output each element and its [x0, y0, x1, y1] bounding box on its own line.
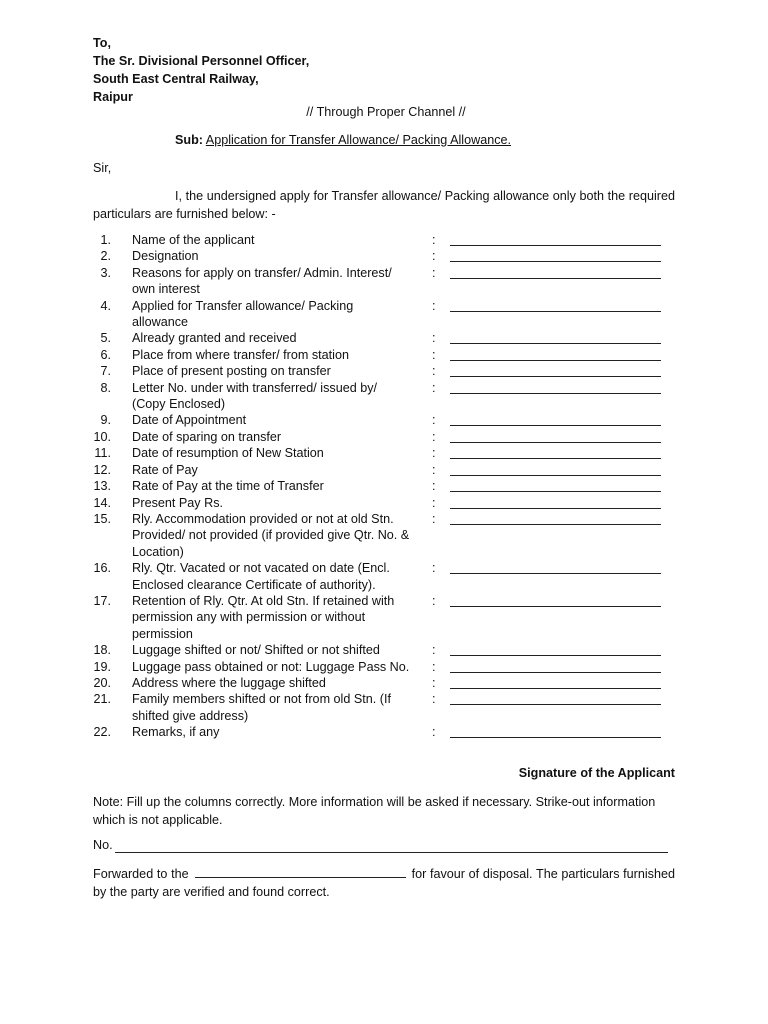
- item-colon: :: [432, 298, 436, 313]
- address-officer: The Sr. Divisional Personnel Officer,: [93, 54, 310, 68]
- item-label-wrap: [132, 298, 428, 331]
- item-blank-field[interactable]: [450, 248, 661, 262]
- item-colon: :: [432, 511, 436, 526]
- item-blank-field[interactable]: [450, 560, 661, 574]
- item-label-wrap: [132, 363, 428, 379]
- list-item: [93, 659, 675, 675]
- item-label: Already granted and received: [132, 331, 297, 346]
- item-blank-field[interactable]: [450, 724, 661, 738]
- item-colon: :: [432, 249, 436, 264]
- item-blank-field[interactable]: [450, 363, 661, 377]
- list-item: [93, 462, 675, 478]
- item-label: Rly. Qtr. Vacated or not vacated on date (Encl. Enclosed clearance Certificate of authority).: [132, 561, 390, 592]
- list-item: [93, 265, 675, 298]
- list-item: [93, 560, 675, 593]
- list-item: [93, 412, 675, 428]
- item-number: 8.: [100, 380, 111, 395]
- item-number: 7.: [100, 364, 111, 379]
- signature-label: Signature of the Applicant: [518, 766, 675, 780]
- list-item: [93, 511, 675, 560]
- item-label: Place of present posting on transfer: [132, 364, 331, 379]
- item-blank-field[interactable]: [450, 412, 661, 426]
- item-label-wrap: [132, 478, 428, 494]
- item-label-wrap: [132, 462, 428, 478]
- item-label: Applied for Transfer allowance/ Packing allowance: [132, 298, 354, 330]
- item-label-wrap: [132, 232, 428, 248]
- particulars-list: [93, 232, 675, 741]
- item-colon: :: [432, 331, 436, 346]
- item-colon: :: [432, 233, 436, 247]
- item-blank-field[interactable]: [450, 462, 661, 476]
- item-colon: :: [432, 675, 436, 690]
- forward-paragraph: [93, 865, 675, 901]
- number-label: No.: [93, 838, 113, 852]
- item-number: 4.: [100, 298, 111, 313]
- item-colon: :: [432, 413, 436, 428]
- item-number: 16.: [93, 561, 111, 576]
- forward-text-after: for favour of disposal. The particulars furnished by the party are verified and found correct.: [93, 867, 675, 899]
- item-label-wrap: [132, 347, 428, 363]
- item-label: Rate of Pay at the time of Transfer: [132, 479, 324, 494]
- item-number: 9.: [100, 413, 111, 428]
- item-blank-field[interactable]: [450, 298, 661, 312]
- item-number: 1.: [100, 233, 111, 247]
- item-blank-field[interactable]: [450, 445, 661, 459]
- item-blank-field[interactable]: [450, 478, 661, 492]
- forward-text-before: Forwarded to the: [93, 867, 189, 881]
- item-label: Luggage pass obtained or not: Luggage Pass No.: [132, 659, 410, 674]
- item-label: Date of resumption of New Station: [132, 446, 324, 461]
- list-item: [93, 347, 675, 363]
- item-blank-field[interactable]: [450, 495, 661, 509]
- item-number: 10.: [93, 429, 111, 444]
- address-city: Raipur: [93, 90, 133, 104]
- item-label-wrap: [132, 445, 428, 461]
- item-blank-field[interactable]: [450, 675, 661, 689]
- item-label: Date of Appointment: [132, 413, 247, 428]
- item-colon: :: [432, 692, 436, 707]
- item-blank-field[interactable]: [450, 330, 661, 344]
- item-colon: :: [432, 364, 436, 379]
- item-number: 19.: [93, 659, 111, 674]
- list-item: [93, 330, 675, 346]
- item-number: 14.: [93, 495, 111, 510]
- number-line: [93, 837, 668, 853]
- item-label-wrap: [132, 265, 428, 298]
- list-item: [93, 429, 675, 445]
- item-colon: :: [432, 380, 436, 395]
- item-label-wrap: [132, 675, 428, 691]
- item-number: 18.: [93, 643, 111, 658]
- subject-line: [175, 132, 511, 148]
- item-number: 13.: [93, 479, 111, 494]
- item-number: 15.: [93, 511, 111, 526]
- list-item: [93, 478, 675, 494]
- item-label-wrap: [132, 724, 428, 740]
- item-number: 12.: [93, 462, 111, 477]
- list-item: [93, 380, 675, 413]
- item-number: 2.: [100, 249, 111, 264]
- item-colon: :: [432, 561, 436, 576]
- item-blank-field[interactable]: [450, 347, 661, 361]
- item-number: 22.: [93, 725, 111, 740]
- item-colon: :: [432, 347, 436, 362]
- item-number: 21.: [93, 692, 111, 707]
- through-channel: // Through Proper Channel //: [306, 105, 466, 119]
- item-label: Rate of Pay: [132, 462, 198, 477]
- item-number: 5.: [100, 331, 111, 346]
- item-blank-field[interactable]: [450, 380, 661, 394]
- item-label: Reasons for apply on transfer/ Admin. Interest/ own interest: [132, 265, 392, 297]
- list-item: [93, 642, 675, 658]
- item-label-wrap: [132, 429, 428, 445]
- item-label-wrap: [132, 380, 428, 413]
- item-label-wrap: [132, 560, 428, 593]
- item-colon: :: [432, 659, 436, 674]
- item-label-wrap: [132, 495, 428, 511]
- item-label: Letter No. under with transferred/ issued by/ (Copy Enclosed): [132, 380, 378, 412]
- item-label: Remarks, if any: [132, 725, 220, 740]
- item-colon: :: [432, 462, 436, 477]
- item-colon: :: [432, 429, 436, 444]
- item-colon: :: [432, 446, 436, 461]
- item-label-wrap: [132, 511, 428, 560]
- item-colon: :: [432, 643, 436, 658]
- note-paragraph: Note: Fill up the columns correctly. More information will be asked if necessary. Strike-out information which is not applicable.: [93, 795, 656, 827]
- item-colon: :: [432, 265, 436, 280]
- subject-text: Application for Transfer Allowance/ Packing Allowance.: [205, 133, 512, 147]
- list-item: [93, 445, 675, 461]
- address-railway: South East Central Railway,: [93, 72, 259, 86]
- item-colon: :: [432, 495, 436, 510]
- item-label: Family members shifted or not from old Stn. (If shifted give address): [132, 692, 391, 723]
- item-colon: :: [432, 725, 436, 740]
- item-blank-field[interactable]: [450, 691, 661, 705]
- item-label: Designation: [132, 249, 199, 264]
- item-blank-field[interactable]: [450, 659, 661, 673]
- list-item: [93, 232, 675, 248]
- item-blank-field[interactable]: [450, 265, 661, 279]
- list-item: [93, 724, 675, 740]
- item-blank-field[interactable]: [450, 429, 661, 443]
- item-number: 17.: [93, 593, 111, 608]
- item-label: Retention of Rly. Qtr. At old Stn. If retained with permission any with permission or without permission: [132, 593, 395, 641]
- item-label: Luggage shifted or not/ Shifted or not shifted: [132, 643, 380, 658]
- subject-label: Sub:: [175, 133, 203, 147]
- item-label-wrap: [132, 412, 428, 428]
- list-item: [93, 593, 675, 642]
- item-label-wrap: [132, 691, 428, 724]
- item-blank-field[interactable]: [450, 593, 661, 607]
- address-to: To,: [93, 36, 111, 50]
- forward-blank[interactable]: [195, 865, 406, 878]
- item-label-wrap: [132, 593, 428, 642]
- addressee-block: [93, 34, 309, 106]
- item-label: Place from where transfer/ from station: [132, 347, 349, 362]
- item-label-wrap: [132, 330, 428, 346]
- list-item: [93, 363, 675, 379]
- item-label-wrap: [132, 248, 428, 264]
- item-blank-field[interactable]: [450, 511, 661, 525]
- item-number: 3.: [100, 265, 111, 280]
- item-number: 20.: [93, 675, 111, 690]
- item-label: Name of the applicant: [132, 233, 255, 247]
- item-label: Present Pay Rs.: [132, 495, 223, 510]
- list-item: [93, 675, 675, 691]
- list-item: [93, 495, 675, 511]
- salutation: Sir,: [93, 161, 112, 175]
- item-colon: :: [432, 479, 436, 494]
- item-number: 6.: [100, 347, 111, 362]
- item-label: Address where the luggage shifted: [132, 675, 326, 690]
- item-colon: :: [432, 593, 436, 608]
- list-item: [93, 248, 675, 264]
- item-blank-field[interactable]: [450, 642, 661, 656]
- item-label: Date of sparing on transfer: [132, 429, 282, 444]
- number-blank[interactable]: [115, 839, 668, 853]
- item-blank-field[interactable]: [450, 232, 661, 246]
- item-label: Rly. Accommodation provided or not at old Stn. Provided/ not provided (if provided give Qtr. No. & Location): [132, 511, 410, 559]
- item-label-wrap: [132, 659, 428, 675]
- list-item: [93, 691, 675, 724]
- item-label-wrap: [132, 642, 428, 658]
- intro-paragraph: I, the undersigned apply for Transfer allowance/ Packing allowance only both the required particulars are furnished below: -: [93, 189, 675, 221]
- item-number: 11.: [94, 446, 111, 461]
- list-item: [93, 298, 675, 331]
